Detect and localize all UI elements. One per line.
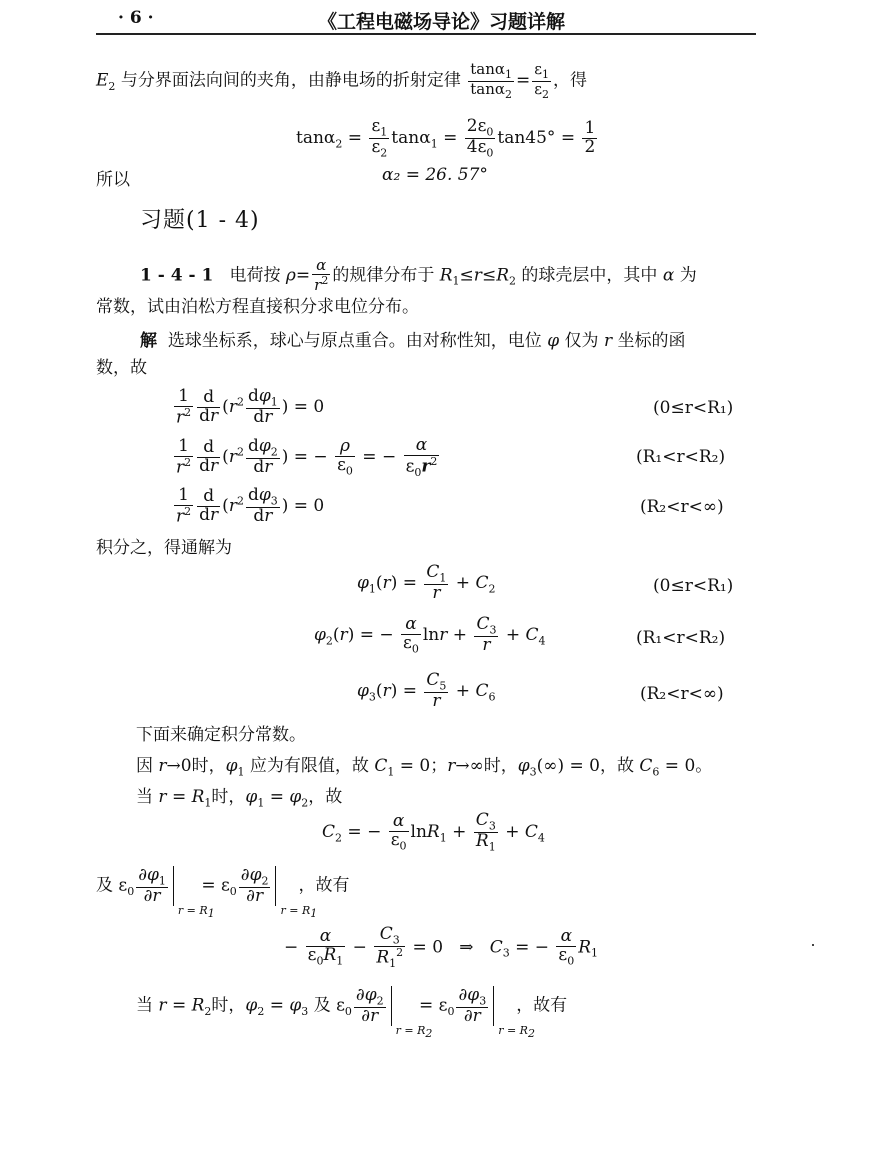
condition-5: (R₁<r<R₂) xyxy=(636,628,726,648)
condition-r2: 当 $r = R_2$时，$\varphi_2 = \varphi_3$ 及 $\varepsilon_0$ $\frac{\partial\varphi_2}{\partial r}$ $r = R_2$ = $\varepsilon_0$ $\frac{\partial\varphi_3}{\partial r}$ $r = R_2$ ，故有 xyxy=(136,984,568,1040)
solution-line2: 数，故 xyxy=(96,358,147,378)
condition-4: (0≤r<R₁) xyxy=(653,576,734,596)
refraction-law-right: $\frac{\varepsilon_1}{\varepsilon_2}$ xyxy=(534,60,550,101)
refraction-law-left: $\frac{\tan\alpha_1}{\tan\alpha_2}$ xyxy=(470,60,512,101)
solution-label: 解 xyxy=(140,331,157,351)
general-solution-2: $\varphi_2(r)$ = − $\frac{\alpha}{\varepsilon_0}$ lnr + $\frac{C_3}{r}$ + $C_4$ xyxy=(314,614,546,656)
speck xyxy=(812,944,814,946)
problem-statement-line2: 常数，试由泊松方程直接积分求电位分布。 xyxy=(96,297,419,317)
poisson-eq-3: $\frac{1}{r^2}$ $\frac{d}{dr}$ ($r^2$ $\frac{d\varphi_3}{dr}$ ) = 0 xyxy=(176,485,325,527)
problem-number: 1 - 4 - 1 xyxy=(140,265,214,286)
limit-conditions: 因 r→0时，$\varphi_1$ 应为有限值，故 $C_1 = 0$；r→∞时，$\varphi_3(\infty) = 0$，故 $C_6 = 0$。 xyxy=(136,756,713,779)
derivative-condition-r1: 及 $\varepsilon_0$ $\frac{\partial\varphi_1}{\partial r}$ $r = R_1$ = $\varepsilon_0$ $\frac{\partial\varphi_2}{\partial r}$ $r = R_1$ ，故有 xyxy=(96,864,350,920)
intro-text-suffix: ，得 xyxy=(553,70,588,91)
problem-statement-line1: 1 - 4 - 1 电荷按 ρ= $\frac{\alpha}{r^2}$ 的规律分布于 $R_1\le r\le R_2$ 的球壳层中，其中 α 为 xyxy=(140,256,697,294)
running-title: 《工程电磁场导论》习题详解 xyxy=(318,11,566,33)
intro-line: $E_2$ 与分界面法向间的夹角，由静电场的折射定律 $\frac{\tan\alpha_1}{\tan\alpha_2}$ = $\frac{\varepsilon_1}{\varepsilon_2}$ ，得 xyxy=(96,60,588,101)
condition-2: (R₁<r<R₂) xyxy=(636,447,726,467)
general-solution-3: $\varphi_3(r)$ = $\frac{C_5}{r}$ + $C_6$ xyxy=(357,670,496,711)
condition-3: (R₂<r<∞) xyxy=(640,497,724,517)
section-title: 习题(1 - 4) xyxy=(140,208,260,233)
result-label: 所以 xyxy=(96,170,130,190)
equation-c2: $C_2$ = − $\frac{\alpha}{\varepsilon_0}$ lnR$_1$ + $\frac{C_3}{R_1}$ + $C_4$ xyxy=(322,810,545,854)
result-alpha2: α₂ = 26. 57° xyxy=(382,165,488,185)
condition-6: (R₂<r<∞) xyxy=(640,684,724,704)
poisson-eq-1: $\frac{1}{r^2}$ $\frac{d}{dr}$ ($r^2$ $\frac{d\varphi_1}{dr}$ ) = 0 xyxy=(176,386,325,428)
equation-c3: − $\frac{\alpha}{\varepsilon_0R_1}$ − $\frac{C_3}{R_1^2}$ = 0 ⇒ $C_3$ = − $\frac{\alpha}{\varepsilon_0}$ $R_1$ xyxy=(284,924,599,970)
constants-text: 下面来确定积分常数。 xyxy=(136,725,306,745)
page-number: · 6 · xyxy=(118,8,154,28)
intro-text: 与分界面法向间的夹角，由静电场的折射定律 xyxy=(120,70,461,91)
equation-tan-alpha2: tanα$_2$ = $\frac{\varepsilon_1}{\varepsilon_2}$ tanα$_1$ = $\frac{2\varepsilon_0}{4\varepsilon_0}$ tan45° = $\frac{1}{2}$ xyxy=(296,116,596,160)
header-rule xyxy=(96,33,756,35)
integrate-text: 积分之，得通解为 xyxy=(96,538,232,558)
condition-r1: 当 $r = R_1$时，$\varphi_1 = \varphi_2$，故 xyxy=(136,787,343,810)
general-solution-1: $\varphi_1(r)$ = $\frac{C_1}{r}$ + $C_2$ xyxy=(357,562,496,603)
solution-line1: 解 选球坐标系，球心与原点重合。由对称性知，电位 φ 仅为 r 坐标的函 xyxy=(140,331,686,351)
poisson-eq-2: $\frac{1}{r^2}$ $\frac{d}{dr}$ ($r^2$ $\frac{d\varphi_2}{dr}$ ) = − $\frac{\rho}{\varepsilon_0}$ = − $\frac{\alpha}{\varepsilon_0r^2}$ xyxy=(176,435,438,479)
condition-1: (0≤r<R₁) xyxy=(653,398,734,418)
